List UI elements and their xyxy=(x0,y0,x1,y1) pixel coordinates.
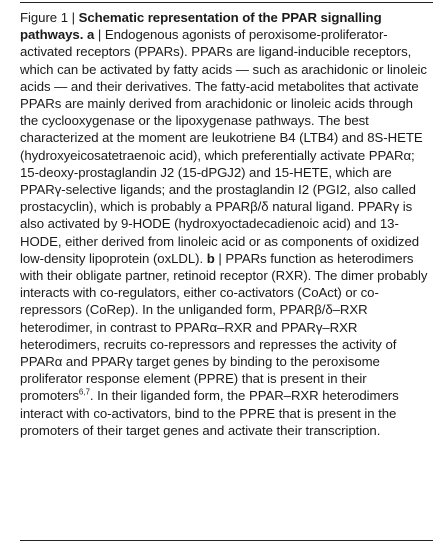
panel-b-text: PPARs function as heterodimers with their obligate partner, retinoid receptor (RXR). The dimer probably interacts with co-regulators, either co-activators (CoAct) or co-repressors (CoRep). In the unliganded form, PPARβ/δ–RXR heterodimer, in contrast to PPARα–RXR and PPARγ–RXR heterodimers, recruits co-repressors and represses the activity of PPARα and PPARγ target genes by binding to the peroxisome proliferator response element (PPRE) that is present in their promoters xyxy=(20,250,428,404)
bottom-rule xyxy=(20,540,433,541)
figure-label: Figure 1 | xyxy=(20,10,79,25)
panel-b-text-end: . In their liganded form, the PPAR–RXR heterodimers interact with co-activators, bind to the PPRE that is present in the promoters of their target genes and activate their transcription. xyxy=(20,388,399,438)
panel-a-separator: | xyxy=(94,27,105,43)
citation-superscript: 6,7 xyxy=(78,388,90,398)
figure-caption-panel xyxy=(20,0,433,548)
panel-b-letter: b xyxy=(206,250,215,266)
figure-title: Schematic representation of the PPAR signalling pathways. xyxy=(20,10,382,43)
panel-a-text: Endogenous agonists of peroxisome-proliferator-activated receptors (PPARs). PPARs are ligand-inducible receptors, which can be activated by fatty acids — such as arachidonic or linoleic acids — and their derivatives. The fatty-acid metabolites that activate PPARs are mainly derived from arachidonic or linoleic acids through the cyclooxygenase or the lipoxygenase pathways. The best characterized at the moment are leukotriene B4 (LTB4) and 8S-HETE (hydroxyeicosatetraenoic acid), which preferentially activate PPARα; 15-deoxy-prostaglandin J2 (15-dPGJ2) and 15-HETE, which are PPARγ-selective ligands; and the prostaglandin I2 (PGI2, also called prostacyclin), which is probably a PPARβ/δ natural ligand. PPARγ is also activated by 9-HODE (hydroxyoctadecadienoic acid) and 13-HODE, either derived from linoleic acid or as components of oxidized low-density lipoprotein (oxLDL). xyxy=(20,27,427,266)
panel-b-separator: | xyxy=(214,250,226,266)
panel-a-letter: a xyxy=(86,27,95,43)
top-rule xyxy=(20,2,433,3)
figure-caption xyxy=(20,9,433,439)
